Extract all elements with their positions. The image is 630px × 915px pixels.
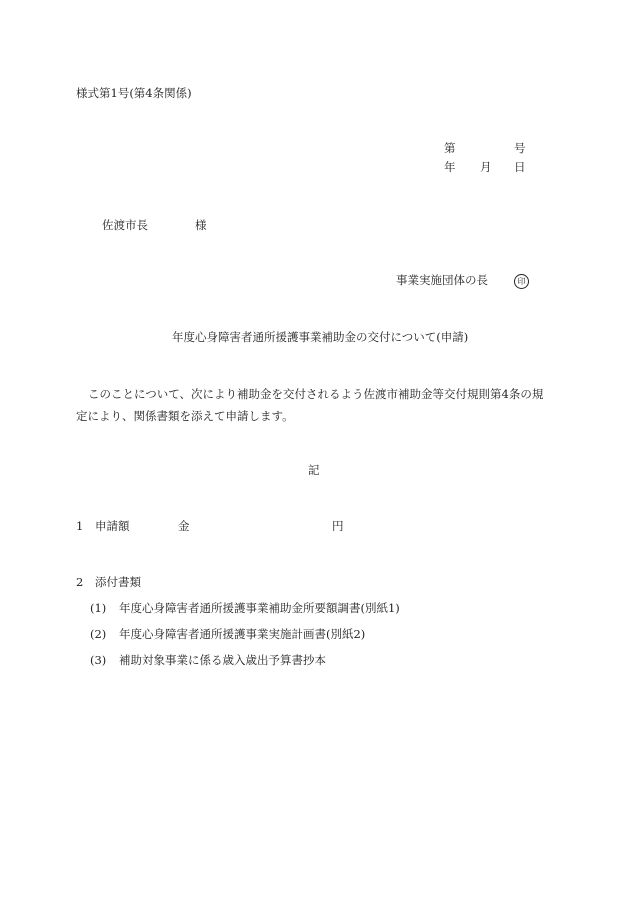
item1-kin: 金 [178,519,190,533]
date-day: 日 [514,160,526,174]
item1-yen: 円 [332,519,344,533]
item1-label: 申請額 [95,519,130,533]
attachment-number: (3) [90,653,107,667]
seal-mark: 印 [514,274,529,289]
attachment-text: 年度心身障害者通所援護事業実施計画書(別紙2) [119,627,366,641]
addressee-name: 佐渡市長 [102,218,148,232]
item2-number: 2 [76,575,84,589]
attachment-number: (2) [90,627,107,641]
doc-number-suffix: 号 [514,141,526,155]
addressee-honorific: 様 [195,218,207,232]
date-year: 年 [444,160,456,174]
item1-number: 1 [76,519,84,533]
doc-number-prefix: 第 [444,141,456,155]
attachment-number: (1) [90,601,107,615]
date-month: 月 [480,160,492,174]
attachment-text: 補助対象事業に係る歳入歳出予算書抄本 [119,653,326,667]
attachment-text: 年度心身障害者通所援護事業補助金所要額調書(別紙1) [119,601,400,615]
form-label: 様式第1号(第4条関係) [76,86,192,100]
ki-heading: 記 [308,463,320,477]
item2-label: 添付書類 [95,575,141,589]
applicant-title: 事業実施団体の長 [396,273,488,287]
body-paragraph: このことについて、次により補助金を交付されるよう佐渡市補助金等交付規則第4条の規定により、関係書類を添えて申請します。 [76,387,544,423]
subject-title: 年度心身障害者通所援護事業補助金の交付について(申請) [172,330,469,344]
